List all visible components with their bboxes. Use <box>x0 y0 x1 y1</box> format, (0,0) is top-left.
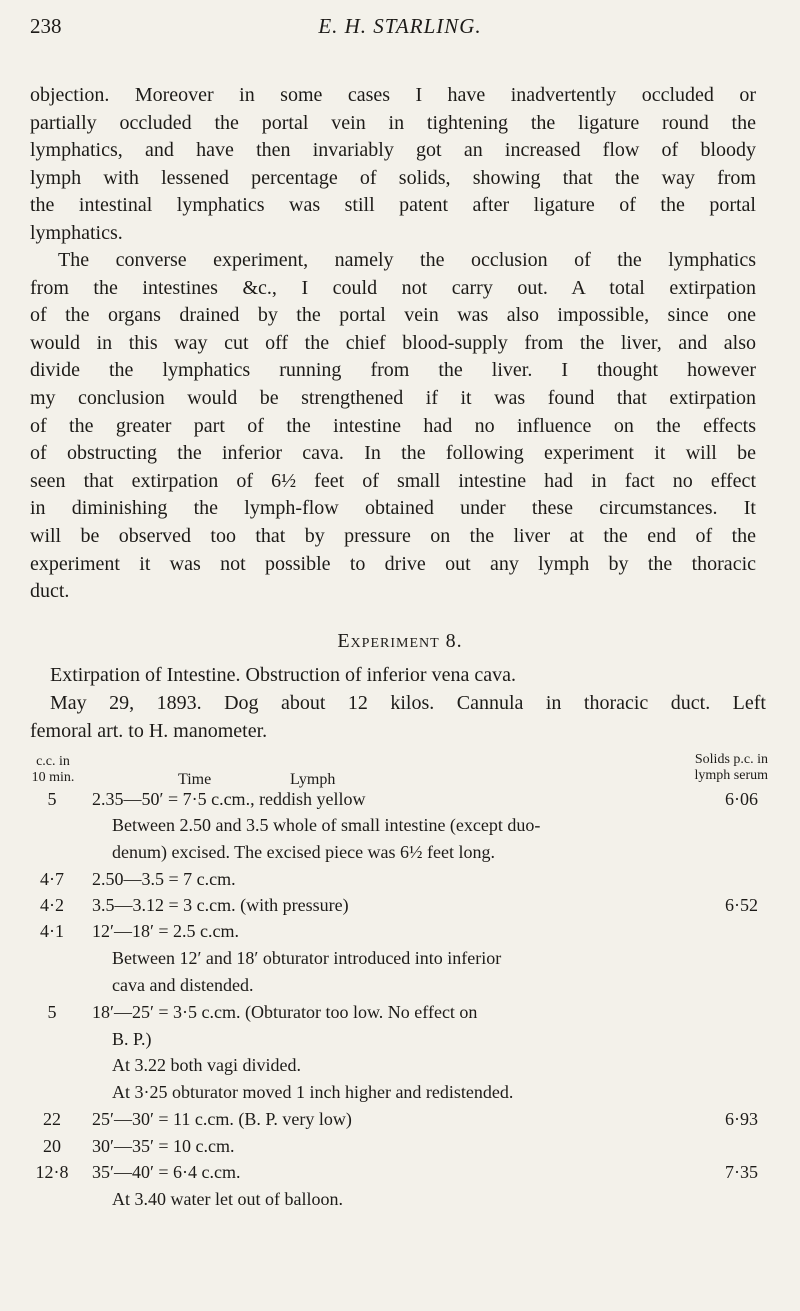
row-text: 35′—40′ = 6·4 c.cm. <box>92 1162 241 1182</box>
text-line: The converse experiment, namely the occlusion of the lymphatics <box>58 249 756 271</box>
cc-value: 4·7 <box>40 869 64 889</box>
table-row <box>0 1082 800 1110</box>
row-text: At 3.22 both vagi divided. <box>112 1055 301 1075</box>
text-line: lymphatics, and have then invariably got an increased flow of bloody <box>30 139 756 162</box>
row-text: At 3.40 water let out of balloon. <box>112 1189 343 1209</box>
header-solids-line1: Solids p.c. in <box>694 752 768 767</box>
text-line: divide the lymphatics running from the liver. I thought however <box>30 359 756 382</box>
table-row <box>0 948 800 976</box>
table-row <box>0 1189 800 1217</box>
paragraph-2 <box>30 247 756 606</box>
text-line: from the intestines &c., I could not carry out. A total extirpation <box>30 276 756 299</box>
row-text: 2.35—50′ = 7·5 c.cm., reddish yellow <box>92 789 366 809</box>
page-header <box>30 14 770 46</box>
experiment-desc-line: Extirpation of Intestine. Obstruction of inferior vena cava. <box>50 664 516 686</box>
text-line: my conclusion would be strengthened if it was found that extirpation <box>30 386 756 409</box>
text-line: duct. <box>30 580 70 603</box>
cc-value: 4·1 <box>40 921 64 941</box>
row-text: 25′—30′ = 11 c.cm. (B. P. very low) <box>92 1109 352 1129</box>
table-row <box>0 842 800 870</box>
cc-value: 20 <box>43 1136 61 1156</box>
page-number: 238 <box>30 14 62 38</box>
table-row <box>0 869 800 897</box>
text-line: objection. Moreover in some cases I have inadvertently occluded or <box>30 84 756 106</box>
row-text: Between 12′ and 18′ obturator introduced into inferior <box>112 948 502 968</box>
text-line: lymph with lessened percentage of solids, showing that the way from <box>30 166 756 189</box>
experiment-desc-line: femoral art. to H. manometer. <box>30 720 268 742</box>
table-row <box>0 1162 800 1190</box>
cc-value: 4·2 <box>40 895 64 915</box>
row-text: At 3·25 obturator moved 1 inch higher and redistended. <box>112 1082 514 1102</box>
row-text: denum) excised. The excised piece was 6½ feet long. <box>112 842 496 862</box>
cc-value: 12·8 <box>35 1162 69 1182</box>
header-solids-line2: lymph serum <box>694 768 768 783</box>
experiment-title: Experiment 8. <box>337 630 463 652</box>
text-line: of obstructing the inferior cava. In the following experiment it will be <box>30 442 756 465</box>
row-text: cava and distended. <box>112 975 254 995</box>
text-line: lymphatics. <box>30 221 123 244</box>
table-row <box>0 815 800 843</box>
text-line: of the greater part of the intestine had no influence on the effects <box>30 414 756 437</box>
table-row <box>0 1029 800 1057</box>
solids-value: 6·06 <box>725 789 758 809</box>
column-header-cc <box>30 754 76 786</box>
column-header-lymph: Lymph <box>290 771 336 788</box>
table-row <box>0 921 800 949</box>
row-text: 18′—25′ = 3·5 c.cm. (Obturator too low. No effect on <box>92 1002 478 1022</box>
solids-value: 6·93 <box>725 1109 758 1129</box>
text-line: would in this way cut off the chief blood-supply from the liver, and also <box>30 331 756 354</box>
row-text: B. P.) <box>112 1029 152 1049</box>
experiment-desc-line: May 29, 1893. Dog about 12 kilos. Cannula in thoracic duct. Left <box>50 692 766 714</box>
running-title: E. H. STARLING. <box>318 14 482 38</box>
row-text: 30′—35′ = 10 c.cm. <box>92 1136 235 1156</box>
solids-value: 7·35 <box>725 1162 758 1182</box>
text-line: the intestinal lymphatics was still patent after ligature of the portal <box>30 194 756 217</box>
paragraph-1 <box>30 82 756 248</box>
cc-value: 5 <box>47 1002 57 1022</box>
cc-value: 5 <box>47 789 57 809</box>
experiment-description <box>30 661 766 745</box>
cc-value: 22 <box>43 1109 61 1129</box>
table-row <box>0 1136 800 1164</box>
text-line: seen that extirpation of 6½ feet of small intestine had in fact no effect <box>30 469 756 492</box>
row-text: 3.5—3.12 = 3 c.cm. (with pressure) <box>92 895 349 915</box>
table-row <box>0 1055 800 1083</box>
column-header-time: Time <box>178 771 212 788</box>
row-text: 12′—18′ = 2.5 c.cm. <box>92 921 240 941</box>
text-line: will be observed too that by pressure on the liver at the end of the <box>30 524 756 547</box>
table-row <box>0 975 800 1003</box>
header-cc-line2: 10 min. <box>31 770 75 785</box>
solids-value: 6·52 <box>725 895 758 915</box>
text-line: of the organs drained by the portal vein was also impossible, since one <box>30 304 756 327</box>
text-line: experiment it was not possible to drive out any lymph by the thoracic <box>30 552 756 575</box>
table-row <box>0 789 800 817</box>
row-text: Between 2.50 and 3.5 whole of small intestine (except duo- <box>112 815 541 835</box>
text-line: in diminishing the lymph-flow obtained under these circumstances. It <box>30 497 756 520</box>
header-cc-line1: c.c. in <box>36 754 70 769</box>
row-text: 2.50—3.5 = 7 c.cm. <box>92 869 236 889</box>
text-line: partially occluded the portal vein in tightening the ligature round the <box>30 111 756 134</box>
column-header-solids <box>654 752 768 784</box>
table-row <box>0 1002 800 1030</box>
table-row <box>0 895 800 923</box>
table-row <box>0 1109 800 1137</box>
